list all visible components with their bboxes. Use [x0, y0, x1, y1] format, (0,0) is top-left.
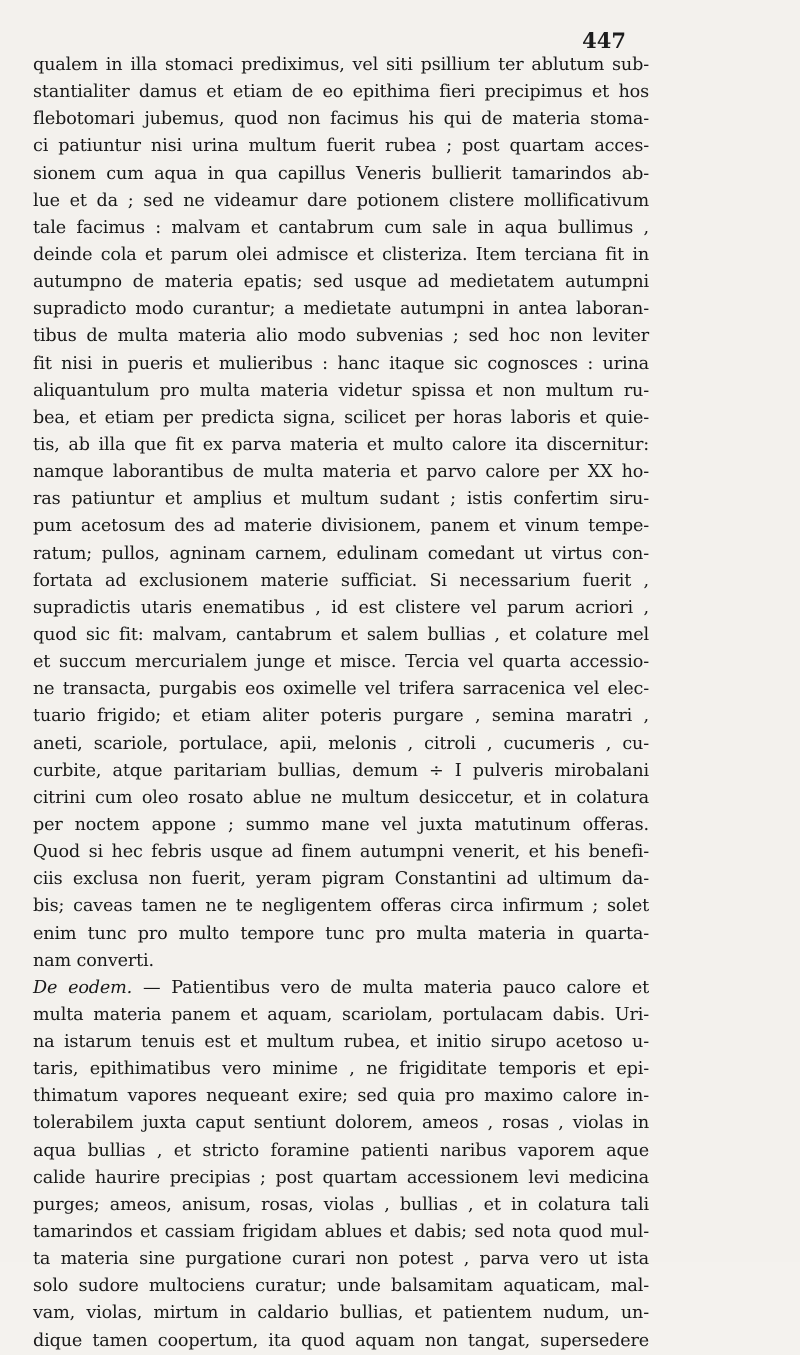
- text-line: nam converti.: [33, 950, 154, 971]
- text-line: pum acetosum des ad materie divisionem, panem et vinum tempe-: [33, 516, 649, 537]
- text-line: flebotomari jubemus, quod non facimus his qui de materia stoma-: [33, 109, 649, 130]
- text-line: et succum mercurialem junge et misce. Tercia vel quarta accessio-: [33, 652, 649, 673]
- text-line: tolerabilem juxta caput sentiunt dolorem, ameos , rosas , violas in: [33, 1113, 649, 1134]
- text-line: thimatum vapores nequeant exire; sed quia pro maximo calore in-: [33, 1086, 649, 1107]
- text-line: aliquantulum pro multa materia videtur spissa et non multum ru-: [33, 380, 649, 401]
- text-line: bis; caveas tamen ne te negligentem offeras circa infirmum ; solet: [33, 896, 649, 917]
- text-line: namque laborantibus de multa materia et parvo calore per XX ho-: [33, 462, 649, 483]
- text-line: fortata ad exclusionem materie sufficiat. Si necessarium fuerit ,: [33, 570, 649, 591]
- text-line: vam, violas, mirtum in caldario bullias, et patientem nudum, un-: [33, 1303, 649, 1324]
- text-line: calide haurire precipias ; post quartam accessionem levi medicina: [33, 1167, 649, 1188]
- text-line: quod sic fit: malvam, cantabrum et salem bullias , et colature mel: [33, 624, 649, 645]
- text-line: tis, ab illa que fit ex parva materia et multo calore ita discernitur:: [33, 434, 649, 455]
- paragraph-1: [33, 52, 649, 975]
- text-line: curbite, atque paritariam bullias, demum ÷ I pulveris mirobalani: [33, 760, 649, 781]
- text-line: tamarindos et cassiam frigidam ablues et dabis; sed nota quod mul-: [33, 1222, 649, 1243]
- text-line: autumpno de materia epatis; sed usque ad medietatem autumpni: [33, 272, 649, 293]
- text-line: tibus de multa materia alio modo subvenias ; sed hoc non leviter: [33, 326, 649, 347]
- text-line: tale facimus : malvam et cantabrum cum sale in aqua bullimus ,: [33, 217, 649, 238]
- text-line: na istarum tenuis est et multum rubea, et initio sirupo acetoso u-: [33, 1032, 649, 1053]
- text-line: supradicto modo curantur; a medietate autumpni in antea laboran-: [33, 299, 649, 320]
- text-line: lue et da ; sed ne videamur dare potionem clistere mollificativum: [33, 190, 649, 211]
- paragraph-2: [33, 975, 649, 1355]
- text-line: aqua bullias , et stricto foramine patienti naribus vaporem aque: [33, 1140, 649, 1161]
- text-line: ratum; pullos, agninam carnem, edulinam comedant ut virtus con-: [33, 543, 649, 564]
- text-line: per noctem appone ; summo mane vel juxta matutinum offeras.: [33, 814, 649, 835]
- text-line: ne transacta, purgabis eos oximelle vel trifera sarracenica vel elec-: [33, 679, 649, 700]
- page-number: 447: [582, 28, 626, 53]
- text-line: sionem cum aqua in qua capillus Veneris bullierit tamarindos ab-: [33, 163, 649, 184]
- text-line: citrini cum oleo rosato ablue ne multum desiccetur, et in colatura: [33, 787, 649, 808]
- text-line: enim tunc pro multo tempore tunc pro multa materia in quarta-: [33, 923, 649, 944]
- text-line: fit nisi in pueris et mulieribus : hanc itaque sic cognosces : urina: [33, 353, 649, 374]
- text-line: [33, 975, 649, 1002]
- text-line: solo sudore multociens curatur; unde balsamitam aquaticam, mal-: [33, 1276, 649, 1297]
- text-line: ras patiuntur et amplius et multum sudant ; istis confertim siru-: [33, 489, 649, 510]
- text-line: stantialiter damus et etiam de eo epithima fieri precipimus et hos: [33, 82, 649, 103]
- section-heading: De eodem.: [33, 977, 133, 998]
- text-line: bea, et etiam per predicta signa, scilicet per horas laboris et quie-: [33, 407, 649, 428]
- body-text: [33, 52, 649, 1355]
- heading-line-rest: — Patientibus vero de multa materia pauco calore et: [132, 977, 649, 998]
- text-line: multa materia panem et aquam, scariolam, portulacam dabis. Uri-: [33, 1004, 649, 1025]
- text-line: ta materia sine purgatione curari non potest , parva vero ut ista: [33, 1249, 649, 1270]
- text-line: ciis exclusa non fuerit, yeram pigram Constantini ad ultimum da-: [33, 869, 649, 890]
- text-line: tuario frigido; et etiam aliter poteris purgare , semina maratri ,: [33, 706, 649, 727]
- text-line: aneti, scariole, portulace, apii, melonis , citroli , cucumeris , cu-: [33, 733, 649, 754]
- text-line: dique tamen coopertum, ita quod aquam non tangat, supersedere: [33, 1330, 649, 1351]
- text-line: ci patiuntur nisi urina multum fuerit rubea ; post quartam acces-: [33, 136, 649, 157]
- text-line: Quod si hec febris usque ad finem autumpni venerit, et his benefi-: [33, 842, 649, 863]
- text-line: taris, epithimatibus vero minime , ne frigiditate temporis et epi-: [33, 1059, 649, 1080]
- text-line: purges; ameos, anisum, rosas, violas , bullias , et in colatura tali: [33, 1194, 649, 1215]
- text-line: supradictis utaris enematibus , id est clistere vel parum acriori ,: [33, 597, 649, 618]
- text-line: qualem in illa stomaci prediximus, vel siti psillium ter ablutum sub-: [33, 55, 649, 75]
- text-line: deinde cola et parum olei admisce et clisteriza. Item terciana fit in: [33, 244, 649, 265]
